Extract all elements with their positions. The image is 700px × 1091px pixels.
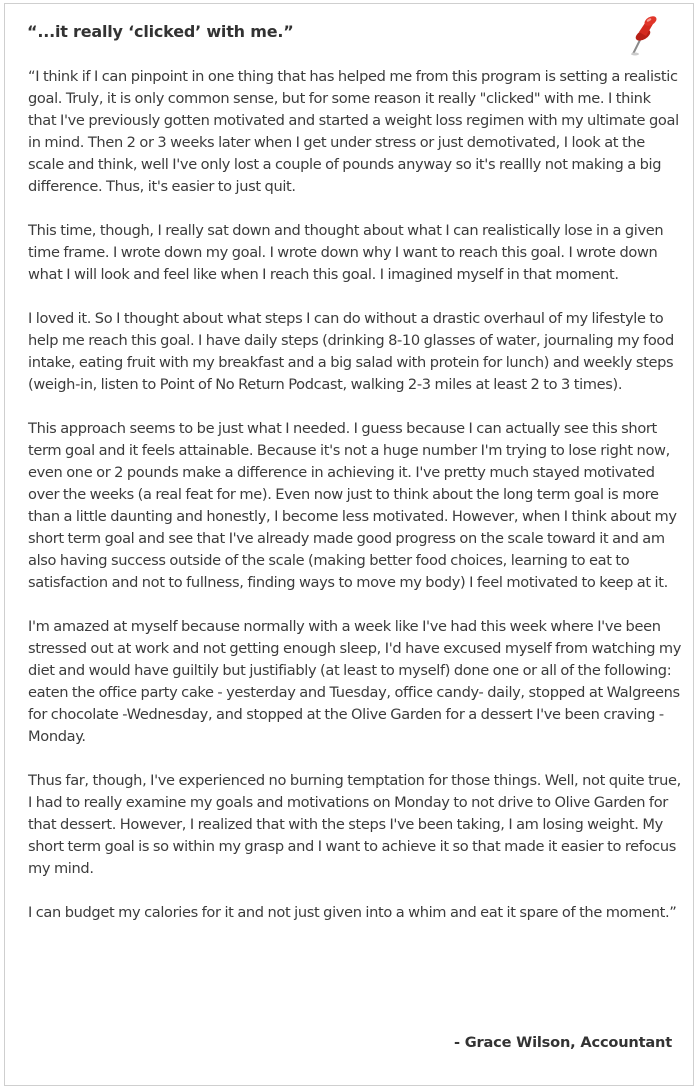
testimonial-paragraph: This approach seems to be just what I needed. I guess because I can actually see this short term goal and it feels attainable. Because it's not a huge number I'm trying to lose right now, even one or 2 pounds make a difference in achieving it. I've pretty much stayed motivated over the weeks (a real feat for me). Even now just to think about the long term goal is more than a little daunting and honestly, I become less motivated. However, when I think about my short term goal and see that I've already made good progress on the scale toward it and am also having success outside of the scale (making better food choices, learning to eat to satisfaction and not to fullness, finding ways to move my body) I feel motivated to keep at it. — [28, 420, 677, 591]
testimonial-paragraph: I loved it. So I thought about what steps I can do without a drastic overhaul of my lifestyle to help me reach this goal. I have daily steps (drinking 8-10 glasses of water, journaling my food intake, eating fruit with my breakfast and a big salad with protein for lunch) and weekly steps (weigh-in, listen to Point of No Return Podcast, walking 2-3 miles at least 2 to 3 times). — [28, 310, 674, 393]
testimonial-body — [28, 66, 682, 946]
testimonial-paragraph: I'm amazed at myself because normally with a week like I've had this week where I've been stressed out at work and not getting enough sleep, I'd have excused myself from watching my diet and would have guiltily but justifiably (at least to myself) done one or all of the following: eaten the office party cake - yesterday and Tuesday, office candy- daily, stopped at Walgreens for chocolate -Wednesday, and stopped at the Olive Garden for a dessert I've been craving - Monday. — [28, 618, 682, 745]
testimonial-paragraph: Thus far, though, I've experienced no burning temptation for those things. Well, not quite true, I had to really examine my goals and motivations on Monday to not drive to Olive Garden for that dessert. However, I realized that with the steps I've been taking, I am losing weight. My short term goal is so within my grasp and I want to achieve it so that made it easier to refocus my mind. — [28, 772, 681, 877]
testimonial-paragraph: “I think if I can pinpoint in one thing that has helped me from this program is setting a realistic goal. Truly, it is only common sense, but for some reason it really "clicked" with me. I think that I've previously gotten motivated and started a weight loss regimen with my ultimate goal in mind. Then 2 or 3 weeks later when I get under stress or just demotivated, I look at the scale and think, well I've only lost a couple of pounds anyway so it's reallly not making a big difference. Thus, it's easier to just quit. — [28, 68, 679, 195]
pushpin-icon — [626, 14, 660, 56]
testimonial-paragraph: This time, though, I really sat down and thought about what I can realistically lose in a given time frame. I wrote down my goal. I wrote down why I want to reach this goal. I wrote down what I will look and feel like when I reach this goal. I imagined myself in that moment. — [28, 222, 664, 283]
testimonial-signature: - Grace Wilson, Accountant — [453, 1034, 672, 1051]
testimonial-paragraph: I can budget my calories for it and not just given into a whim and eat it spare of the moment.” — [28, 904, 677, 921]
testimonial-card — [4, 3, 694, 1086]
testimonial-heading: “...it really ‘clicked’ with me.” — [27, 22, 294, 41]
